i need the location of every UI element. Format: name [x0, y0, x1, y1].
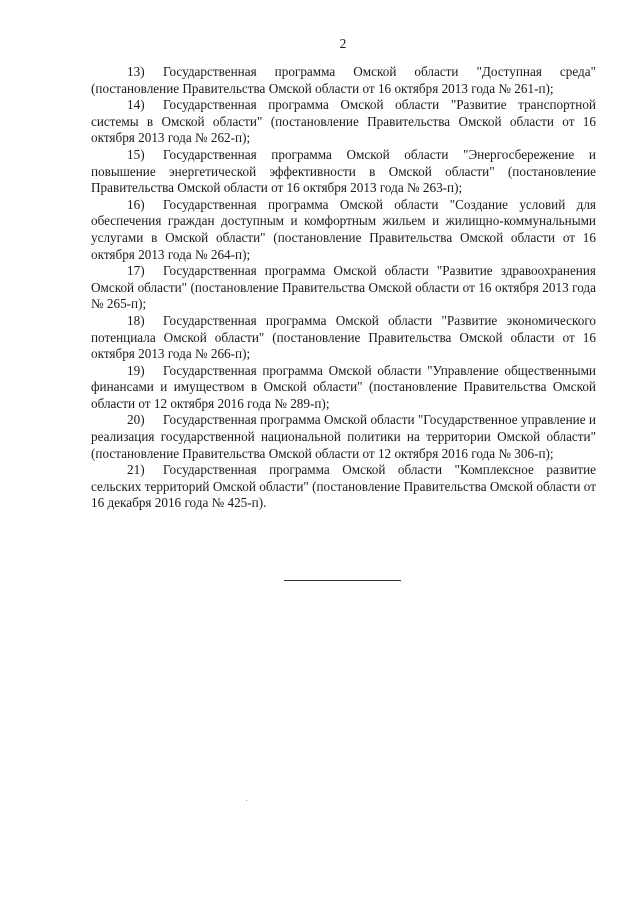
page-number: 2: [339, 36, 347, 51]
scan-speck: [246, 800, 247, 801]
end-divider: [284, 580, 401, 581]
program-list: [91, 64, 596, 512]
item-number: 20): [127, 412, 145, 428]
list-item: [91, 412, 596, 462]
item-text: Государственная программа Омской области "Государственное управление и реализация государственной национальной политики на территории Омской области" (постановление Правительства Омской области от 12 октября 2016 года № 306-п);: [91, 412, 596, 461]
item-number: 13): [127, 64, 145, 79]
list-item: [91, 263, 596, 313]
item-text: Государственная программа Омской области "Комплексное развитие сельских территорий Омской области" (постановление Правительства Омской области от 16 декабря 2016 года № 425-п).: [91, 462, 596, 511]
item-number: 21): [127, 462, 145, 478]
item-text: Государственная программа Омской области "Создание условий для обеспечения граждан доступным и комфортным жильем и жилищно-коммунальными услугами в Омской области" (постановление Правительства Омской области от 16 октября 2013 года № 264-п);: [91, 196, 596, 262]
item-number: 18): [127, 312, 145, 328]
item-text: Государственная программа Омской области "Развитие здравоохранения Омской области" (постановление Правительства Омской области от 16 октября 2013 года № 265-п);: [91, 263, 596, 312]
item-number: 16): [127, 196, 145, 212]
item-number: 14): [127, 97, 145, 113]
item-number: 15): [127, 146, 145, 162]
item-text: Государственная программа Омской области "Энергосбережение и повышение энергетической эффективности в Омской области" (постановление Правительства Омской области от 16 октября 2013 года № 263-п);: [91, 146, 596, 196]
item-number: 17): [127, 263, 145, 279]
list-item: [91, 197, 596, 263]
item-number: 19): [127, 362, 145, 378]
list-item: [91, 147, 596, 197]
list-item: [91, 97, 596, 147]
item-text: Государственная программа Омской области "Доступная среда" (постановление Правительства Омской области от 16 октября 2013 года № 261-п);: [91, 64, 596, 96]
list-item: [91, 462, 596, 512]
list-item: [91, 64, 596, 97]
item-text: Государственная программа Омской области "Развитие экономического потенциала Омской области" (постановление Правительства Омской области от 16 октября 2013 года № 266-п);: [91, 312, 596, 362]
list-item: [91, 363, 596, 413]
list-item: [91, 313, 596, 363]
item-text: Государственная программа Омской области "Управление общественными финансами и имуществом в Омской области" (постановление Правительства Омской области от 12 октября 2016 года № 289-п);: [91, 362, 596, 411]
item-text: Государственная программа Омской области "Развитие транспортной системы в Омской области" (постановление Правительства Омской области от 16 октября 2013 года № 262-п);: [91, 97, 596, 146]
